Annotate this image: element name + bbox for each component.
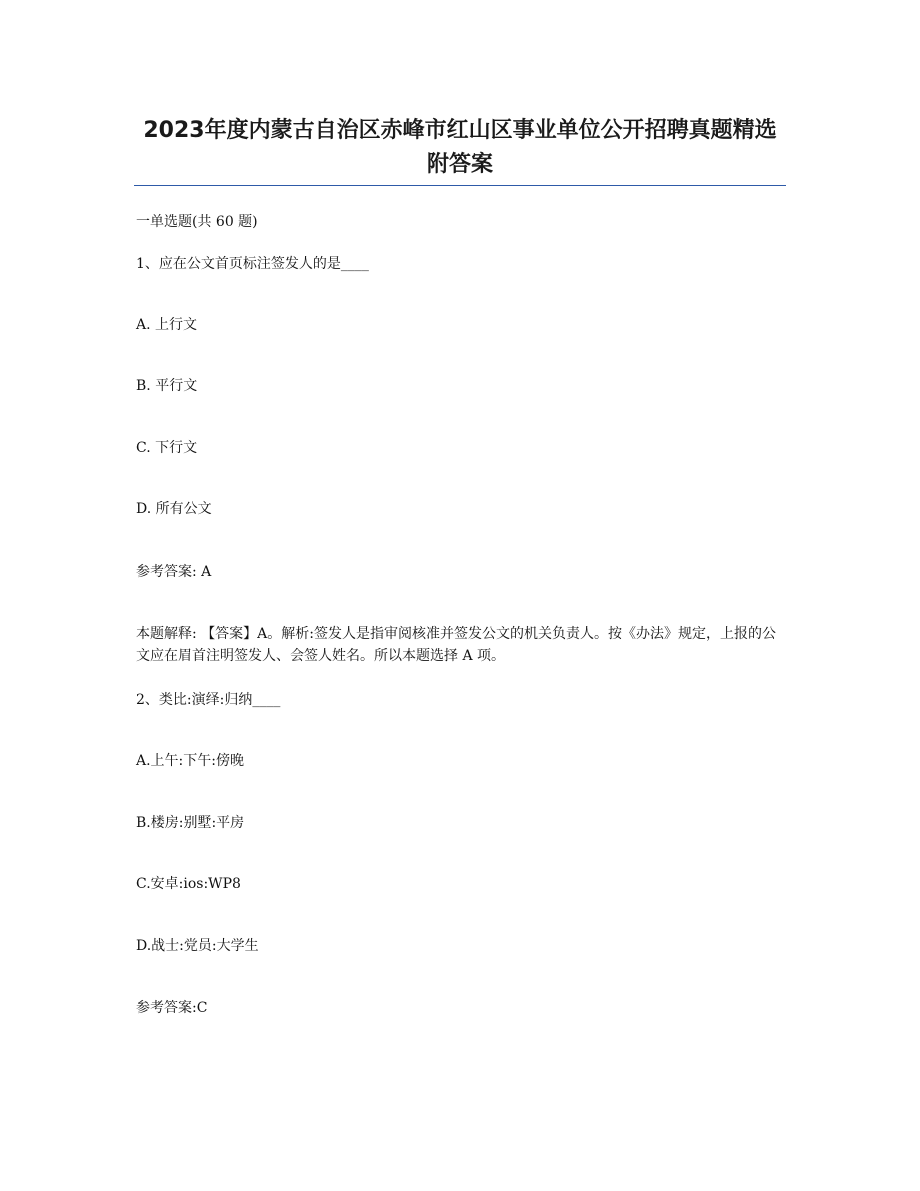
title-divider	[134, 185, 786, 186]
question-1-option-c: C. 下行文	[136, 440, 198, 456]
question-2-answer: 参考答案:C	[136, 1000, 208, 1016]
question-1-option-d: D. 所有公文	[136, 501, 212, 517]
question-2-option-d: D.战士:党员:大学生	[136, 938, 259, 954]
question-1-answer: 参考答案: A	[136, 564, 212, 580]
section-heading: 一单选题(共 60 题)	[136, 214, 258, 230]
document-title: 2023年度内蒙古自治区赤峰市红山区事业单位公开招聘真题精选附答案	[143, 118, 777, 177]
question-1-option-a: A. 上行文	[136, 317, 198, 333]
question-1-stem: 1、应在公文首页标注签发人的是____	[136, 256, 369, 272]
question-2-option-c: C.安卓:ios:WP8	[136, 876, 241, 892]
question-1-option-b: B. 平行文	[136, 378, 198, 394]
question-2-stem: 2、类比:演绎:归纳____	[136, 692, 281, 708]
question-1-explanation: 本题解释: 【答案】A。解析:签发人是指审阅核准并签发公文的机关负责人。按《办法》规定，上报的公文应在眉首注明签发人、会签人姓名。所以本题选择 A 项。	[136, 626, 776, 664]
question-2-option-b: B.楼房:别墅:平房	[136, 815, 245, 831]
question-2-option-a: A.上午:下午:傍晚	[136, 753, 244, 769]
